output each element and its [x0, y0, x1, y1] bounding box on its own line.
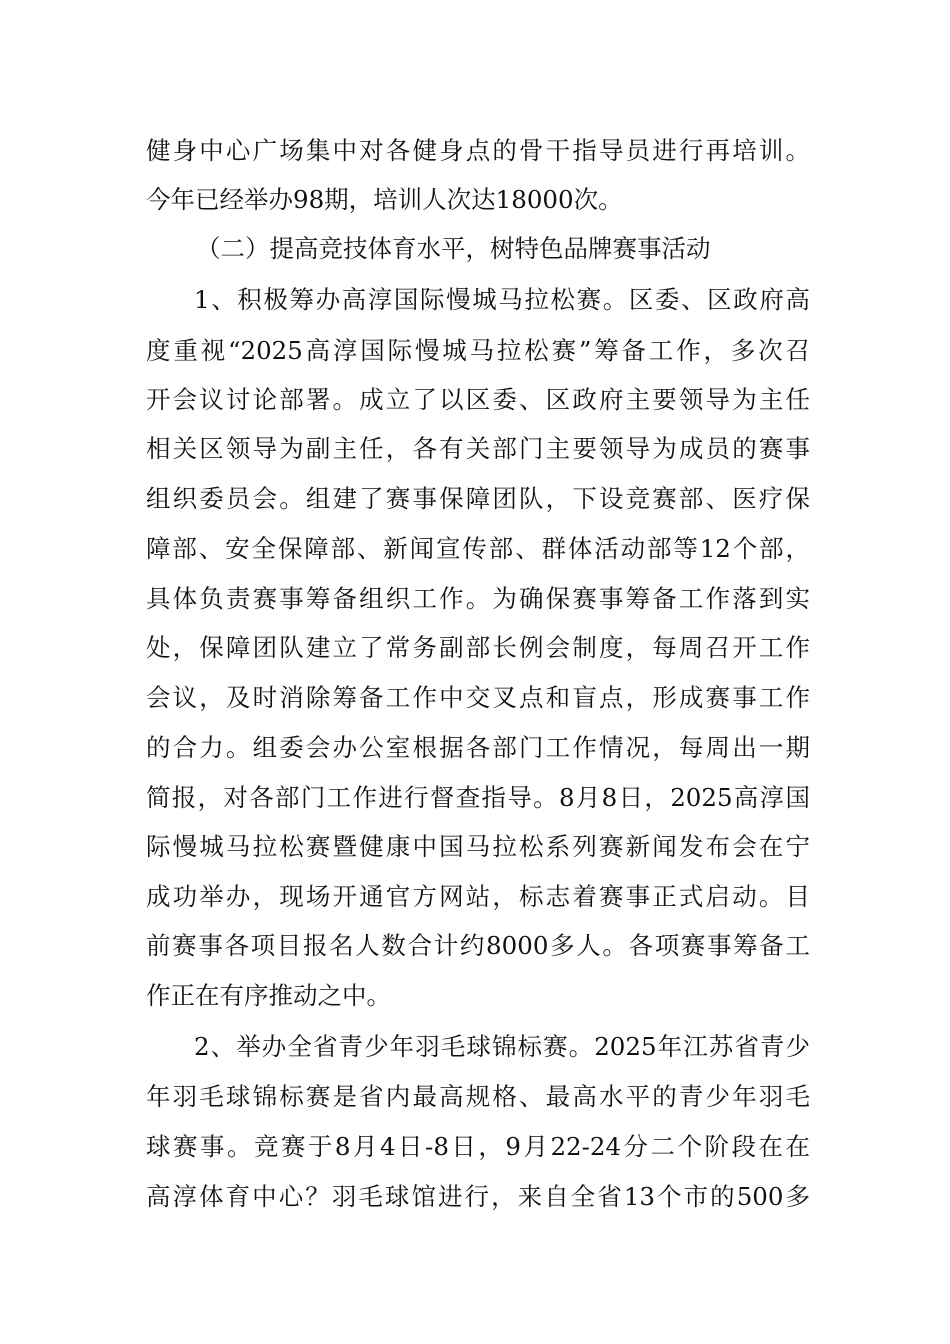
paragraph-first-line: 2、举办全省青少年羽毛球锦标赛。2025年江苏省青少 [194, 1032, 810, 1061]
body-text-line: 今年已经举办98期，培训人次达18000次。 [146, 185, 623, 214]
body-text-line: 前赛事各项目报名人数合计约8000多人。各项赛事筹备工 [146, 931, 810, 960]
body-text-line: 处，保障团队建立了常务副部长例会制度，每周召开工作 [146, 633, 810, 662]
paragraph-first-line: 1、积极筹办高淳国际慢城马拉松赛。区委、区政府高 [194, 285, 810, 314]
body-text-line: 高淳体育中心？羽毛球馆进行，来自全省13个市的500多 [146, 1182, 810, 1211]
body-text-line: 年羽毛球锦标赛是省内最高规格、最高水平的青少年羽毛 [146, 1082, 810, 1111]
body-text-line: 简报，对各部门工作进行督查指导。8月8日，2025高淳国 [146, 783, 810, 812]
body-text-line: 成功举办，现场开通官方网站，标志着赛事正式启动。目 [146, 882, 810, 911]
body-text-line: 相关区领导为副主任，各有关部门主要领导为成员的赛事 [146, 434, 810, 463]
body-text-line: 作正在有序推动之中。 [146, 981, 391, 1010]
body-text-line: 度重视“2025高淳国际慢城马拉松赛”筹备工作，多次召 [146, 336, 810, 365]
body-text-line: 障部、安全保障部、新闻宣传部、群体活动部等12个部， [146, 534, 810, 563]
body-text-line: 的合力。组委会办公室根据各部门工作情况，每周出一期 [146, 733, 810, 762]
body-text-line: 健身中心广场集中对各健身点的骨干指导员进行再培训。 [146, 136, 810, 165]
section-heading: （二）提高竞技体育水平，树特色品牌赛事活动 [196, 234, 711, 263]
body-text-line: 会议，及时消除筹备工作中交叉点和盲点，形成赛事工作 [146, 683, 810, 712]
body-text-line: 具体负责赛事筹备组织工作。为确保赛事筹备工作落到实 [146, 584, 810, 613]
body-text-line: 组织委员会。组建了赛事保障团队，下设竞赛部、医疗保 [146, 484, 810, 513]
body-text-line: 球赛事。竞赛于8月4日-8日，9月22-24分二个阶段在在 [146, 1132, 810, 1161]
body-text-line: 开会议讨论部署。成立了以区委、区政府主要领导为主任 [146, 385, 810, 414]
body-text-line: 际慢城马拉松赛暨健康中国马拉松系列赛新闻发布会在宁 [146, 832, 810, 861]
